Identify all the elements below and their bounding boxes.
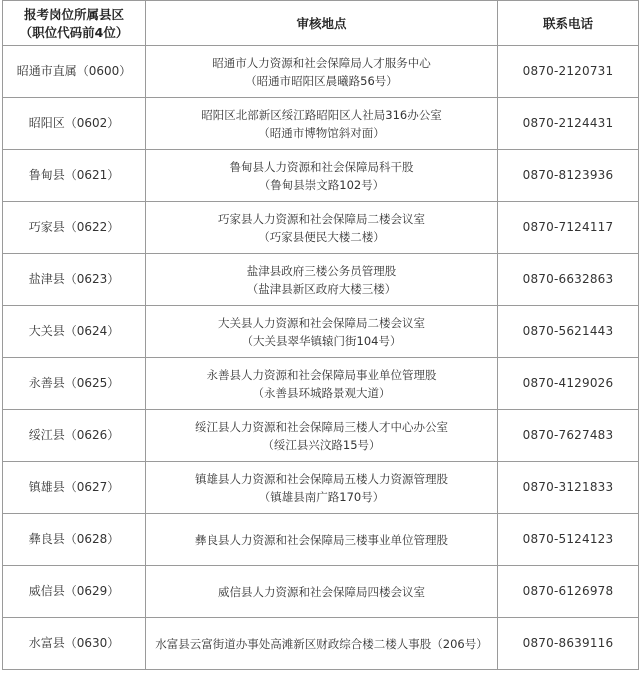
phone-cell: 0870-7124117 <box>498 202 639 254</box>
table-row <box>3 618 639 670</box>
district-cell: 盐津县（0623） <box>3 254 146 306</box>
location-cell <box>146 462 498 514</box>
location-line1: 盐津县政府三楼公务员管理股 <box>246 263 397 278</box>
location-line1: 鲁甸县人力资源和社会保障局科干股 <box>229 159 414 174</box>
header-district-line1: 报考岗位所属县区 <box>23 7 124 22</box>
location-cell <box>146 46 498 98</box>
header-phone: 联系电话 <box>498 1 639 46</box>
district-cell: 水富县（0630） <box>3 618 146 670</box>
location-line2: （昭通市博物馆斜对面） <box>258 125 385 140</box>
location-line2: （鲁甸县崇文路102号） <box>258 177 385 192</box>
header-district <box>3 1 146 46</box>
table-row <box>3 46 639 98</box>
table-row <box>3 566 639 618</box>
phone-cell: 0870-2124431 <box>498 98 639 150</box>
phone-cell: 0870-2120731 <box>498 46 639 98</box>
location-line2: （绥江县兴汶路15号） <box>262 437 381 452</box>
location-cell <box>146 202 498 254</box>
location-line2: （永善县环城路景观大道） <box>252 385 391 400</box>
table-row <box>3 462 639 514</box>
location-line1: 镇雄县人力资源和社会保障局五楼人力资源管理股 <box>195 471 448 486</box>
location-line1: 昭通市人力资源和社会保障局人才服务中心 <box>212 55 431 70</box>
table-row <box>3 150 639 202</box>
district-cell: 永善县（0625） <box>3 358 146 410</box>
location-line1: 绥江县人力资源和社会保障局三楼人才中心办公室 <box>195 419 448 434</box>
location-line1: 巧家县人力资源和社会保障局二楼会议室 <box>218 211 425 226</box>
location-line2: （大关县翠华镇辕门街104号） <box>241 333 402 348</box>
table-row <box>3 514 639 566</box>
location-line2: （昭通市昭阳区晨曦路56号） <box>245 73 398 88</box>
table-row <box>3 306 639 358</box>
district-cell: 昭通市直属（0600） <box>3 46 146 98</box>
table-row <box>3 254 639 306</box>
location-line2: （盐津县新区政府大楼三楼） <box>246 281 397 296</box>
district-cell: 镇雄县（0627） <box>3 462 146 514</box>
header-location: 审核地点 <box>146 1 498 46</box>
location-cell <box>146 150 498 202</box>
district-cell: 威信县（0629） <box>3 566 146 618</box>
phone-cell: 0870-6632863 <box>498 254 639 306</box>
location-line1: 彝良县人力资源和社会保障局三楼事业单位管理股 <box>195 532 448 547</box>
district-cell: 绥江县（0626） <box>3 410 146 462</box>
location-line2: （镇雄县南广路170号） <box>258 489 385 504</box>
location-line1: 威信县人力资源和社会保障局四楼会议室 <box>218 584 425 599</box>
district-cell: 大关县（0624） <box>3 306 146 358</box>
review-location-table <box>2 0 639 670</box>
phone-cell: 0870-5621443 <box>498 306 639 358</box>
location-line1: 永善县人力资源和社会保障局事业单位管理股 <box>206 367 437 382</box>
location-cell <box>146 618 498 670</box>
table-row <box>3 202 639 254</box>
phone-cell: 0870-4129026 <box>498 358 639 410</box>
phone-cell: 0870-8123936 <box>498 150 639 202</box>
phone-cell: 0870-7627483 <box>498 410 639 462</box>
location-cell <box>146 254 498 306</box>
district-cell: 彝良县（0628） <box>3 514 146 566</box>
phone-cell: 0870-3121833 <box>498 462 639 514</box>
location-cell <box>146 410 498 462</box>
phone-cell: 0870-6126978 <box>498 566 639 618</box>
phone-cell: 0870-5124123 <box>498 514 639 566</box>
table-row <box>3 98 639 150</box>
location-cell <box>146 514 498 566</box>
header-district-line2: （职位代码前4位） <box>19 25 129 40</box>
table-header-row <box>3 1 639 46</box>
district-cell: 巧家县（0622） <box>3 202 146 254</box>
location-cell <box>146 306 498 358</box>
table-row <box>3 358 639 410</box>
location-line1: 昭阳区北部新区绥江路昭阳区人社局316办公室 <box>201 107 442 122</box>
location-cell <box>146 98 498 150</box>
location-line2: （巧家县便民大楼二楼） <box>258 229 385 244</box>
location-line1: 水富县云富街道办事处高滩新区财政综合楼二楼人事股（206号） <box>155 636 488 651</box>
phone-cell: 0870-8639116 <box>498 618 639 670</box>
location-cell <box>146 566 498 618</box>
table-row <box>3 410 639 462</box>
location-cell <box>146 358 498 410</box>
location-line1: 大关县人力资源和社会保障局二楼会议室 <box>218 315 425 330</box>
district-cell: 鲁甸县（0621） <box>3 150 146 202</box>
district-cell: 昭阳区（0602） <box>3 98 146 150</box>
